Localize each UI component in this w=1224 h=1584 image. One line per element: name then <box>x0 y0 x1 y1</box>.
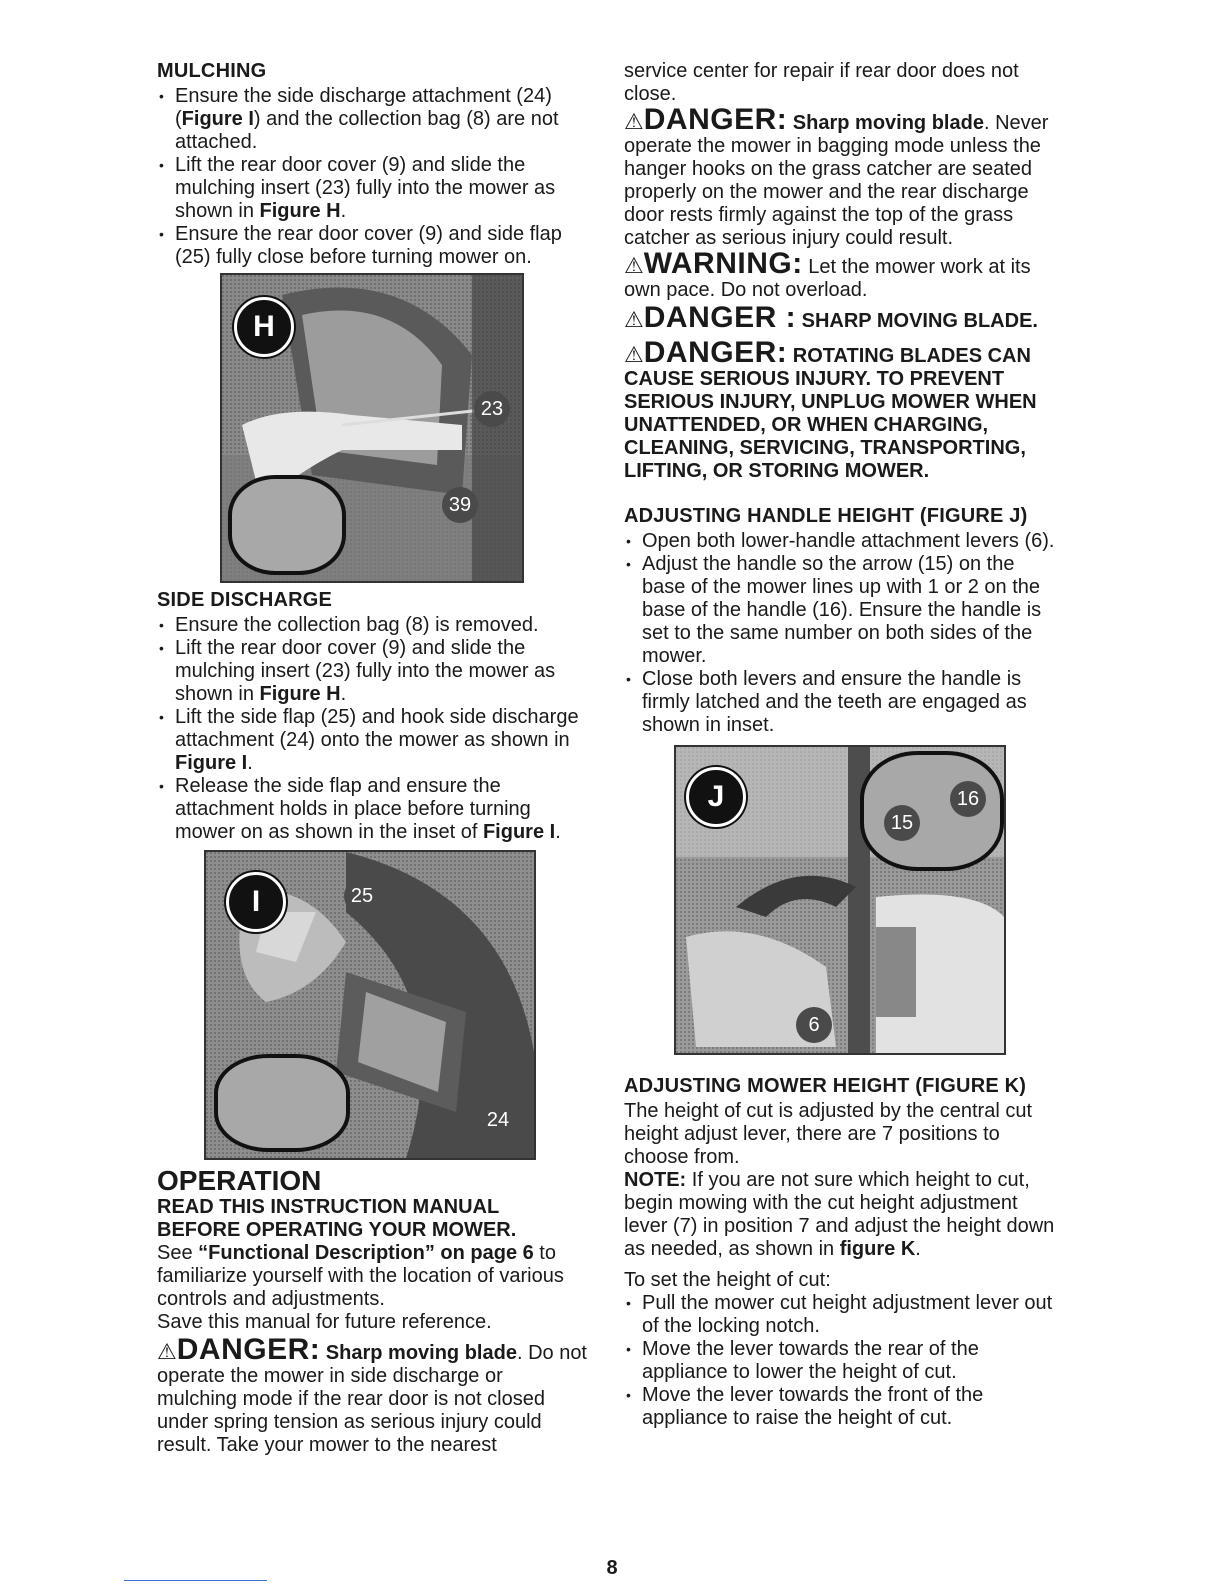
handle-height-heading: ADJUSTING HANDLE HEIGHT (FIGURE J) <box>624 505 1028 527</box>
figure-ref: Figure I <box>175 752 248 774</box>
list-item: • Pull the mower cut height adjustment lever out of the locking notch. <box>624 1292 1056 1338</box>
figure-i <box>204 850 536 1160</box>
mower-height-list <box>624 1292 1056 1430</box>
left-column <box>157 60 587 1457</box>
read-manual-line1: READ THIS INSTRUCTION MANUAL <box>157 1196 500 1218</box>
figure-ref: Figure I <box>482 821 556 843</box>
callout-25: 25 <box>344 878 380 914</box>
callout-24: 24 <box>480 1102 516 1138</box>
danger-bagging: ⚠DANGER: Sharp moving blade. Never operate the mower in bagging mode unless the hanger hooks on the grass catcher are seated properly on the mower and the rear discharge door rests firmly against the top of the grass catcher as serious injury could result. <box>624 103 1049 249</box>
handle-height-list <box>624 530 1056 737</box>
read-manual-line2: BEFORE OPERATING YOUR MOWER. <box>157 1219 517 1241</box>
figure-h-inset <box>228 475 346 575</box>
side-discharge-list <box>157 614 587 844</box>
list-item: • Adjust the handle so the arrow (15) on the base of the mower lines up with 1 or 2 on the base of the handle (16). Ensure the handle is set to the same number on both sides of the mower. <box>624 553 1056 668</box>
warning-triangle-icon: ⚠ <box>624 307 644 332</box>
list-item: • Ensure the side discharge attachment (24) (Figure I) and the collection bag (8) are not attached. <box>157 85 587 154</box>
mower-height-heading: ADJUSTING MOWER HEIGHT (FIGURE K) <box>624 1075 1027 1097</box>
list-item: • Move the lever towards the front of the appliance to raise the height of cut. <box>624 1384 1056 1430</box>
callout-6: 6 <box>796 1007 832 1043</box>
list-item: • Move the lever towards the rear of the appliance to lower the height of cut. <box>624 1338 1056 1384</box>
mulching-list <box>157 85 587 269</box>
figure-badge: I <box>226 872 286 932</box>
figure-h <box>220 273 524 583</box>
figure-badge: J <box>686 767 746 827</box>
figure-j <box>674 745 1006 1055</box>
list-item: • Ensure the rear door cover (9) and side flap (25) fully close before turning mower on. <box>157 223 587 269</box>
figure-badge: H <box>234 297 294 357</box>
save-paragraph: Save this manual for future reference. <box>157 1311 492 1333</box>
callout-23: 23 <box>474 391 510 427</box>
warning-pace: ⚠WARNING: Let the mower work at its own pace. Do not overload. <box>624 247 1031 301</box>
danger-paragraph: ⚠DANGER: Sharp moving blade. Do not operate the mower in side discharge or mulching mode if the rear door is not closed under spring tension as serious injury could result. Take your mower to the nearest <box>157 1333 587 1456</box>
right-column <box>624 60 1056 1430</box>
operation-title: OPERATION <box>157 1165 322 1196</box>
warning-triangle-icon: ⚠ <box>624 253 644 278</box>
set-height-intro: To set the height of cut: <box>624 1269 831 1291</box>
note-paragraph: NOTE: If you are not sure which height to cut, begin mowing with the cut height adjustment lever (7) in position 7 and adjust the height down as needed, as shown in figure K. <box>624 1169 1055 1260</box>
side-discharge-heading: SIDE DISCHARGE <box>157 589 333 611</box>
warning-triangle-icon: ⚠ <box>157 1339 177 1364</box>
callout-15: 15 <box>884 805 920 841</box>
danger-sharp-blade: ⚠DANGER : SHARP MOVING BLADE. <box>624 301 1038 334</box>
list-item: • Lift the side flap (25) and hook side discharge attachment (24) onto the mower as shown in Figure I. <box>157 706 587 775</box>
list-item: • Open both lower-handle attachment levers (6). <box>624 530 1056 553</box>
warning-triangle-icon: ⚠ <box>624 342 644 367</box>
danger-rotating-blades: ⚠DANGER: ROTATING BLADES CAN CAUSE SERIOUS INJURY. TO PREVENT SERIOUS INJURY, UNPLUG MOWER WHEN UNATTENDED, OR WHEN CHARGING, CLEANING, SERVICING, TRANSPORTING, LIFTING, OR STORING MOWER. <box>624 336 1037 482</box>
list-item: • Release the side flap and ensure the attachment holds in place before turning mower on as shown in the inset of Figure I. <box>157 775 587 844</box>
figure-i-inset <box>214 1054 350 1152</box>
mulching-heading: MULCHING <box>157 60 267 82</box>
mower-height-intro: The height of cut is adjusted by the central cut height adjust lever, there are 7 positions to choose from. <box>624 1100 1033 1168</box>
warning-triangle-icon: ⚠ <box>624 109 644 134</box>
callout-16: 16 <box>950 781 986 817</box>
see-paragraph: See “Functional Description” on page 6 to familiarize yourself with the location of various controls and adjustments. <box>157 1242 564 1310</box>
list-item: • Lift the rear door cover (9) and slide the mulching insert (23) fully into the mower as shown in Figure H. <box>157 637 587 706</box>
figure-j-inset <box>860 751 1004 871</box>
list-item: • Ensure the collection bag (8) is removed. <box>157 614 587 637</box>
figure-ref: Figure H <box>259 683 341 705</box>
figure-ref: Figure I <box>181 108 254 130</box>
list-item: • Lift the rear door cover (9) and slide the mulching insert (23) fully into the mower as shown in Figure H. <box>157 154 587 223</box>
page-number: 8 <box>606 1557 618 1579</box>
continued-text: service center for repair if rear door does not close. <box>624 60 1019 105</box>
list-item: • Close both levers and ensure the handle is firmly latched and the teeth are engaged as shown in inset. <box>624 668 1056 737</box>
footer-rule <box>124 1580 267 1581</box>
callout-39: 39 <box>442 487 478 523</box>
figure-ref: Figure H <box>259 200 341 222</box>
